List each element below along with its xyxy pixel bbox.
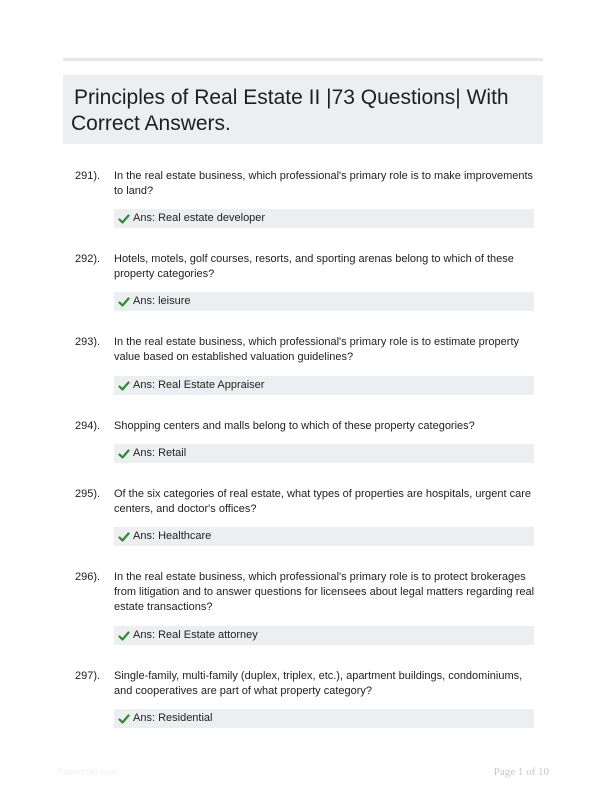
question-text: Single-family, multi-family (duplex, triplex, etc.), apartment buildings, condominiums, and cooperatives are part of what property category? — [114, 670, 523, 697]
answer-box — [114, 444, 534, 463]
answer-text: Ans: Healthcare — [133, 530, 212, 542]
check-icon — [118, 380, 130, 392]
footer-watermark: Paperfolio.com — [57, 767, 118, 777]
page-number: Page 1 of 10 — [493, 766, 549, 778]
answer-text: Ans: Real estate developer — [133, 212, 266, 224]
answer-text: Ans: leisure — [133, 295, 191, 307]
question-text: In the real estate business, which professional's primary role is to estimate property value based on established valuation guidelines? — [114, 336, 520, 363]
check-icon — [118, 531, 130, 543]
page-title-line-2: Correct Answers. — [71, 112, 231, 135]
question-number: 294). — [75, 420, 101, 432]
question-number: 291). — [75, 170, 101, 182]
question-text: Of the six categories of real estate, what types of properties are hospitals, urgent care centers, and doctor's offices? — [114, 488, 531, 515]
page-title-line-1: Principles of Real Estate II |73 Questions| With — [74, 86, 509, 109]
check-icon — [118, 296, 130, 308]
question-number: 296). — [75, 571, 101, 583]
question-number: 295). — [75, 488, 101, 500]
question-number: 292). — [75, 253, 101, 265]
check-icon — [118, 630, 130, 642]
answer-box — [114, 709, 534, 728]
answer-text: Ans: Real Estate attorney — [133, 629, 258, 641]
top-rule — [63, 58, 543, 61]
question-text: In the real estate business, which professional's primary role is to protect brokerages from litigation and to answer questions for licensees about legal matters regarding real estate transactions? — [114, 571, 535, 613]
answer-box — [114, 209, 534, 228]
question-number: 293). — [75, 336, 101, 348]
answer-text: Ans: Real Estate Appraiser — [133, 379, 265, 391]
question-text: In the real estate business, which professional's primary role is to make improvements to land? — [114, 170, 534, 197]
answer-text: Ans: Retail — [133, 447, 187, 459]
question-number: 297). — [75, 670, 101, 682]
answer-box — [114, 292, 534, 311]
answer-box — [114, 626, 534, 645]
check-icon — [118, 213, 130, 225]
check-icon — [118, 713, 130, 725]
title-banner — [63, 75, 543, 144]
answer-box — [114, 527, 534, 546]
page-title — [71, 85, 535, 137]
answer-box — [114, 376, 534, 395]
check-icon — [118, 448, 130, 460]
answer-text: Ans: Residential — [133, 712, 213, 724]
question-text: Hotels, motels, golf courses, resorts, and sporting arenas belong to which of these property categories? — [114, 253, 514, 280]
question-text: Shopping centers and malls belong to which of these property categories? — [114, 420, 475, 432]
